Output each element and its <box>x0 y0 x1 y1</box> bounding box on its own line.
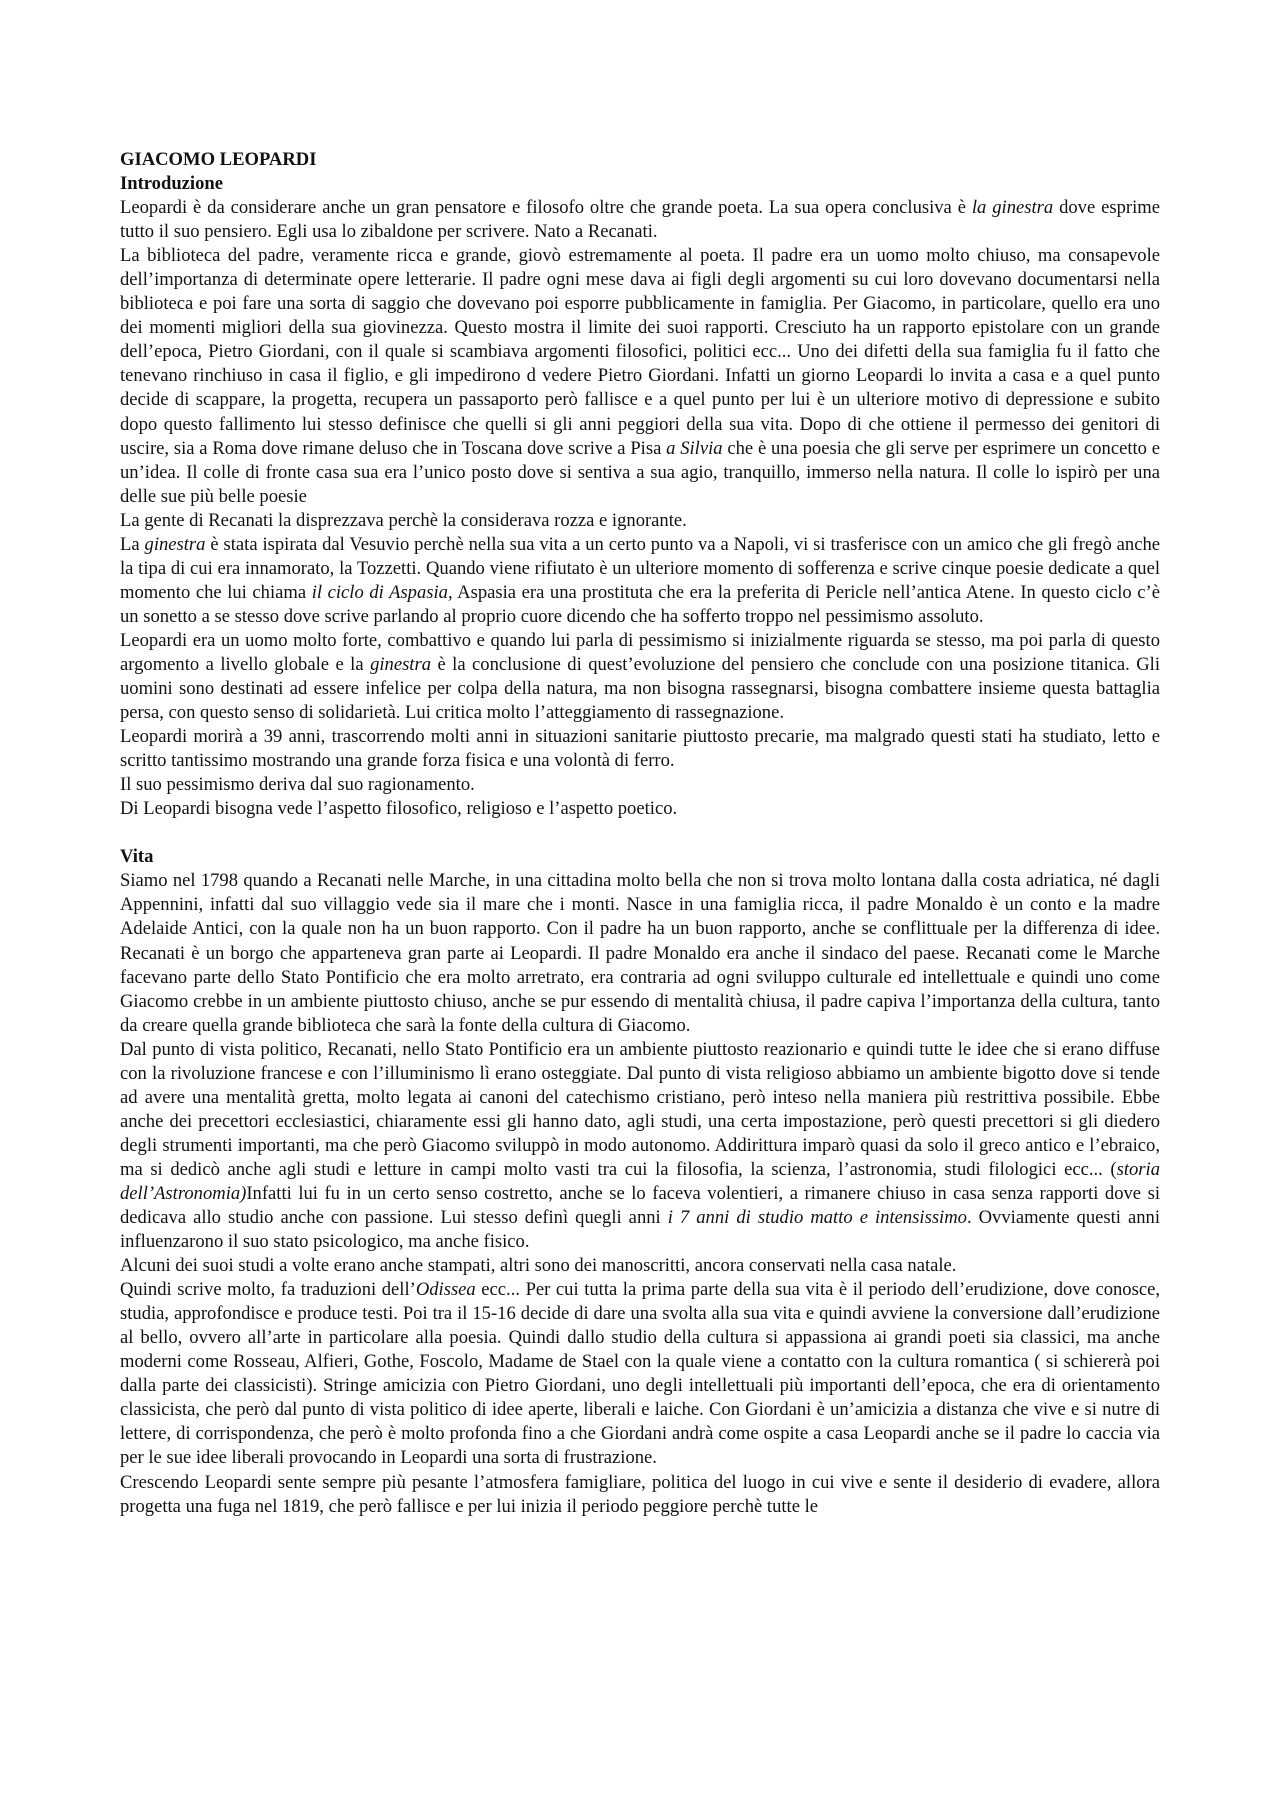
paragraph: Siamo nel 1798 quando a Recanati nelle Marche, in una cittadina molto bella che non si trova molto lontana dalla costa adriatica, né dagli Appennini, infatti dal suo villaggio vede sia il mare che i monti. Nasce in una famiglia ricca, il padre Monaldo è un conto e la madre Adelaide Antici, con la quale non ha un buon rapporto. Con il padre ha un buon rapporto, anche se conflittuale per la differenza di idee. Recanati è un borgo che apparteneva gran parte ai Leopardi. Il padre Monaldo era anche il sindaco del paese. Recanati come le Marche facevano parte dello Stato Pontificio che era molto arretrato, era contraria ad ogni sviluppo culturale ed intellettuale e quindi uno come Giacomo crebbe in un ambiente piuttosto chiuso, anche se pur essendo di mentalità chiusa, il padre capiva l’importanza della cultura, tanto da creare quella grande biblioteca che sarà la fonte della cultura di Giacomo. <box>120 870 1160 1036</box>
document-title: GIACOMO LEOPARDI <box>120 149 317 170</box>
paragraph: Di Leopardi bisogna vede l’aspetto filosofico, religioso e l’aspetto poetico. <box>120 798 678 820</box>
paragraph: Leopardi è da considerare anche un gran pensatore e filosofo oltre che grande poeta. La sua opera conclusiva è la ginestra dove esprime tutto il suo pensiero. Egli usa lo zibaldone per scrivere. Nato a Recanati. <box>120 197 1160 243</box>
paragraph: La ginestra è stata ispirata dal Vesuvio perchè nella sua vita a un certo punto va a Napoli, vi si trasferisce con un amico che gli fregò anche la tipa di cui era innamorato, la Tozzetti. Quando viene rifiutato è un ulteriore momento di sofferenza e scrive cinque poesie dedicate a quel momento che lui chiama il ciclo di Aspasia, Aspasia era una prostituta che era la preferita di Pericle nell’antica Atene. In questo ciclo c’è un sonetto a se stesso dove scrive parlando al proprio cuore dicendo che ha sofferto troppo nel pessimismo assoluto. <box>120 533 1161 627</box>
document-page <box>120 148 1160 1519</box>
paragraph: La gente di Recanati la disprezzava perchè la considerava rozza e ignorante. <box>120 509 687 531</box>
paragraph: Il suo pessimismo deriva dal suo ragionamento. <box>120 774 475 796</box>
paragraph: La biblioteca del padre, veramente ricca e grande, giovò estremamente al poeta. Il padre era un uomo molto chiuso, ma consapevole dell’importanza di determinate opere letterarie. Il padre ogni mese dava ai figli degli argomenti su cui loro dovevano documentarsi nella biblioteca e poi fare una sorta di saggio che dovevano poi esporre pubblicamente in famiglia. Per Giacomo, in particolare, quello era uno dei momenti migliori della sua giovinezza. Questo mostra il limite dei suoi rapporti. Cresciuto ha un rapporto epistolare con un grande dell’epoca, Pietro Giordani, con il quale si scambiava argomenti filosofici, politici ecc... Uno dei difetti della sua famiglia fu il fatto che tenevano rinchiuso in casa il figlio, e gli impedirono d vedere Pietro Giordani. Infatti un giorno Leopardi lo invita a casa e a quel punto decide di scappare, la progetta, recupera un passaporto però fallisce e a quel punto per lui è un ulteriore motivo di depressione e subito dopo questo fallimento lui stesso definisce che quelli si gli anni peggiori della sua vita. Dopo di che ottiene il permesso dei genitori di uscire, sia a Roma dove rimane deluso che in Toscana dove scrive a Pisa a Silvia che è una poesia che gli serve per esprimere un concetto e un’idea. Il colle di fronte casa sua era l’unico posto dove si sentiva a sua agio, tranquillo, immerso nella natura. Il colle lo ispirò per una delle sue più belle poesie <box>120 245 1160 507</box>
paragraph: Dal punto di vista politico, Recanati, nello Stato Pontificio era un ambiente piuttosto reazionario e quindi tutte le idee che si erano diffuse con la rivoluzione francese e con l’illuminismo lì erano osteggiate. Dal punto di vista religioso abbiamo un ambiente bigotto dove si tende ad avere una mentalità gretta, molto legata ai canoni del catechismo cristiano, però inteso nella maniera più restrittiva possibile. Ebbe anche dei precettori ecclesiastici, chiaramente essi gli hanno dato, agli studi, una certa impostazione, però questi precettori si gli diedero degli strumenti importanti, ma che però Giacomo sviluppò in modo autonomo. Addirittura imparò quasi da solo il greco antico e l’ebraico, ma si dedicò anche agli studi e letture in campi molto vasti tra cui la filosofia, la scienza, l’astronomia, studi filologici ecc... (storia dell’Astronomia)Infatti lui fu in un certo senso costretto, anche se lo faceva volentieri, a rimanere chiuso in casa senza rapporti dove si dedicava allo studio anche con passione. Lui stesso definì quegli anni i 7 anni di studio matto e intensissimo. Ovviamente questi anni influenzarono il suo stato psicologico, ma anche fisico. <box>120 1038 1160 1253</box>
paragraph: Leopardi era un uomo molto forte, combattivo e quando lui parla di pessimismo si inizialmente riguarda se stesso, ma poi parla di questo argomento a livello globale e la ginestra è la conclusione di quest’evoluzione del pensiero che conclude con una posizione titanica. Gli uomini sono destinati ad essere infelice per colpa della natura, ma non bisogna rassegnarsi, bisogna combattere insieme questa battaglia persa, con questo senso di solidarietà. Lui critica molto l’atteggiamento di rassegnazione. <box>120 629 1160 724</box>
paragraph: Crescendo Leopardi sente sempre più pesante l’atmosfera famigliare, politica del luogo in cui vive e sente il desiderio di evadere, allora progetta una fuga nel 1819, che però fallisce e per lui inizia il periodo peggiore perchè tutte le <box>120 1471 1160 1517</box>
section-heading-vita: Vita <box>120 846 154 868</box>
section-heading-introduzione: Introduzione <box>120 173 223 195</box>
spacer <box>120 821 1160 845</box>
paragraph: Quindi scrive molto, fa traduzioni dell’Odissea ecc... Per cui tutta la prima parte della sua vita è il periodo dell’erudizione, dove conosce, studia, approfondisce e produce testi. Poi tra il 15-16 decide di dare una svolta alla sua vita e quindi avviene la conversione dall’erudizione al bello, ovvero all’arte in particolare alla poesia. Quindi dallo studio della cultura si appassiona ai grandi poeti sia classici, ma anche moderni come Rosseau, Alfieri, Gothe, Foscolo, Madame de Stael con la quale viene a contatto con la cultura romantica ( si schiererà poi dalla parte dei classicisti). Stringe amicizia con Pietro Giordani, uno degli intellettuali più importanti dell’epoca, che era di orientamento classicista, che però dal punto di vista politico di idee aperte, liberali e laiche. Con Giordani è un’amicizia a distanza che vive e si nutre di lettere, di corrispondenza, che però è molto profonda fino a che Giordani andrà come ospite a casa Leopardi anche se il padre lo caccia via per le sue idee liberali provocando in Leopardi una sorta di frustrazione. <box>120 1279 1160 1469</box>
paragraph: Alcuni dei suoi studi a volte erano anche stampati, altri sono dei manoscritti, ancora conservati nella casa natale. <box>120 1255 957 1277</box>
paragraph: Leopardi morirà a 39 anni, trascorrendo molti anni in situazioni sanitarie piuttosto precarie, ma malgrado questi stati ha studiato, letto e scritto tantissimo mostrando una grande forza fisica e una volontà di ferro. <box>120 726 1160 772</box>
